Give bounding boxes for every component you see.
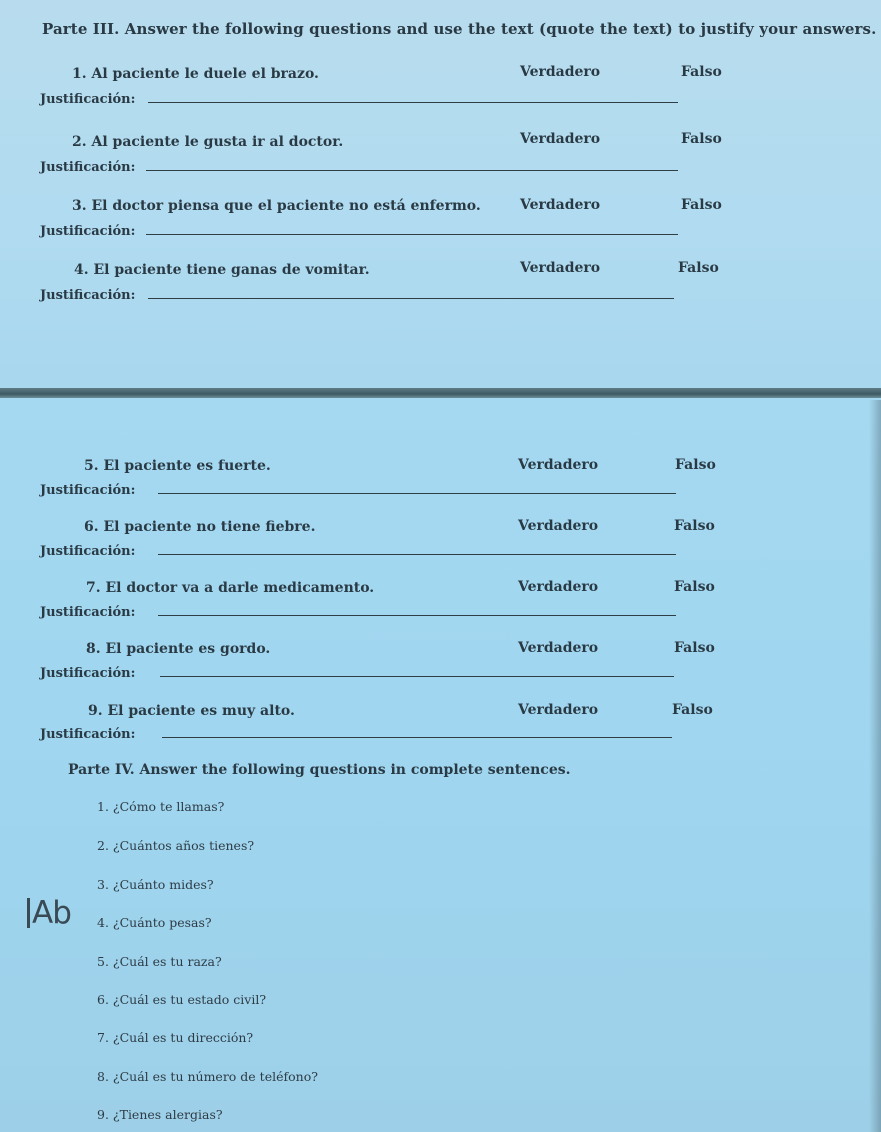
question-3: 3. El doctor piensa que el paciente no está enfermo. (72, 198, 481, 214)
page-edge-shadow (869, 400, 881, 1132)
justification-line-8[interactable] (160, 676, 674, 677)
justification-line-4[interactable] (148, 298, 674, 299)
part4-question-3: 3. ¿Cuánto mides? (97, 877, 214, 892)
true-option-4[interactable]: Verdadero (520, 260, 601, 276)
question-7: 7. El doctor va a darle medicamento. (86, 580, 375, 596)
question-6: 6. El paciente no tiene fiebre. (84, 519, 316, 535)
part4-question-6: 6. ¿Cuál es tu estado civil? (97, 992, 267, 1007)
part4-question-1: 1. ¿Cómo te llamas? (97, 799, 225, 814)
true-option-2[interactable]: Verdadero (520, 131, 601, 147)
justification-label-4: Justificación: (40, 288, 136, 303)
justification-line-2[interactable] (146, 170, 678, 171)
page-divider (0, 388, 881, 398)
top-page-section (0, 0, 881, 392)
justification-label-3: Justificación: (40, 224, 136, 239)
true-option-6[interactable]: Verdadero (518, 518, 599, 534)
justification-line-5[interactable] (158, 493, 676, 494)
justification-label-1: Justificación: (40, 92, 136, 107)
false-option-7[interactable]: Falso (674, 579, 715, 595)
false-option-6[interactable]: Falso (674, 518, 715, 534)
justification-label-7: Justificación: (40, 605, 136, 620)
text-tool-icon[interactable] (27, 895, 71, 931)
false-option-1[interactable]: Falso (681, 64, 722, 80)
text-tool-label: Ab (32, 895, 71, 931)
false-option-2[interactable]: Falso (681, 131, 722, 147)
justification-label-5: Justificación: (40, 483, 136, 498)
part3-title: Parte III. Answer the following questions and use the text (quote the text) to justify your answers. (42, 20, 877, 38)
justification-label-2: Justificación: (40, 160, 136, 175)
part4-question-2: 2. ¿Cuántos años tienes? (97, 838, 255, 853)
justification-line-9[interactable] (162, 737, 672, 738)
question-1: 1. Al paciente le duele el brazo. (72, 66, 319, 82)
question-8: 8. El paciente es gordo. (86, 641, 271, 657)
justification-line-1[interactable] (148, 102, 678, 103)
justification-line-7[interactable] (158, 615, 676, 616)
true-option-8[interactable]: Verdadero (518, 640, 599, 656)
true-option-3[interactable]: Verdadero (520, 197, 601, 213)
true-option-7[interactable]: Verdadero (518, 579, 599, 595)
true-option-1[interactable]: Verdadero (520, 64, 601, 80)
part4-question-4: 4. ¿Cuánto pesas? (97, 915, 212, 930)
justification-line-3[interactable] (146, 234, 678, 235)
true-option-9[interactable]: Verdadero (518, 702, 599, 718)
part4-question-5: 5. ¿Cuál es tu raza? (97, 954, 222, 969)
question-5: 5. El paciente es fuerte. (84, 458, 271, 474)
true-option-5[interactable]: Verdadero (518, 457, 599, 473)
part4-question-8: 8. ¿Cuál es tu número de teléfono? (97, 1069, 318, 1084)
part4-question-9: 9. ¿Tienes alergias? (97, 1107, 223, 1122)
false-option-5[interactable]: Falso (675, 457, 716, 473)
false-option-8[interactable]: Falso (674, 640, 715, 656)
part4-question-7: 7. ¿Cuál es tu dirección? (97, 1030, 254, 1045)
false-option-4[interactable]: Falso (678, 260, 719, 276)
question-2: 2. Al paciente le gusta ir al doctor. (72, 134, 344, 150)
justification-line-6[interactable] (158, 554, 676, 555)
question-9: 9. El paciente es muy alto. (88, 703, 295, 719)
part4-title: Parte IV. Answer the following questions in complete sentences. (68, 762, 571, 778)
false-option-3[interactable]: Falso (681, 197, 722, 213)
false-option-9[interactable]: Falso (672, 702, 713, 718)
justification-label-8: Justificación: (40, 666, 136, 681)
justification-label-9: Justificación: (40, 727, 136, 742)
justification-label-6: Justificación: (40, 544, 136, 559)
question-4: 4. El paciente tiene ganas de vomitar. (74, 262, 370, 278)
